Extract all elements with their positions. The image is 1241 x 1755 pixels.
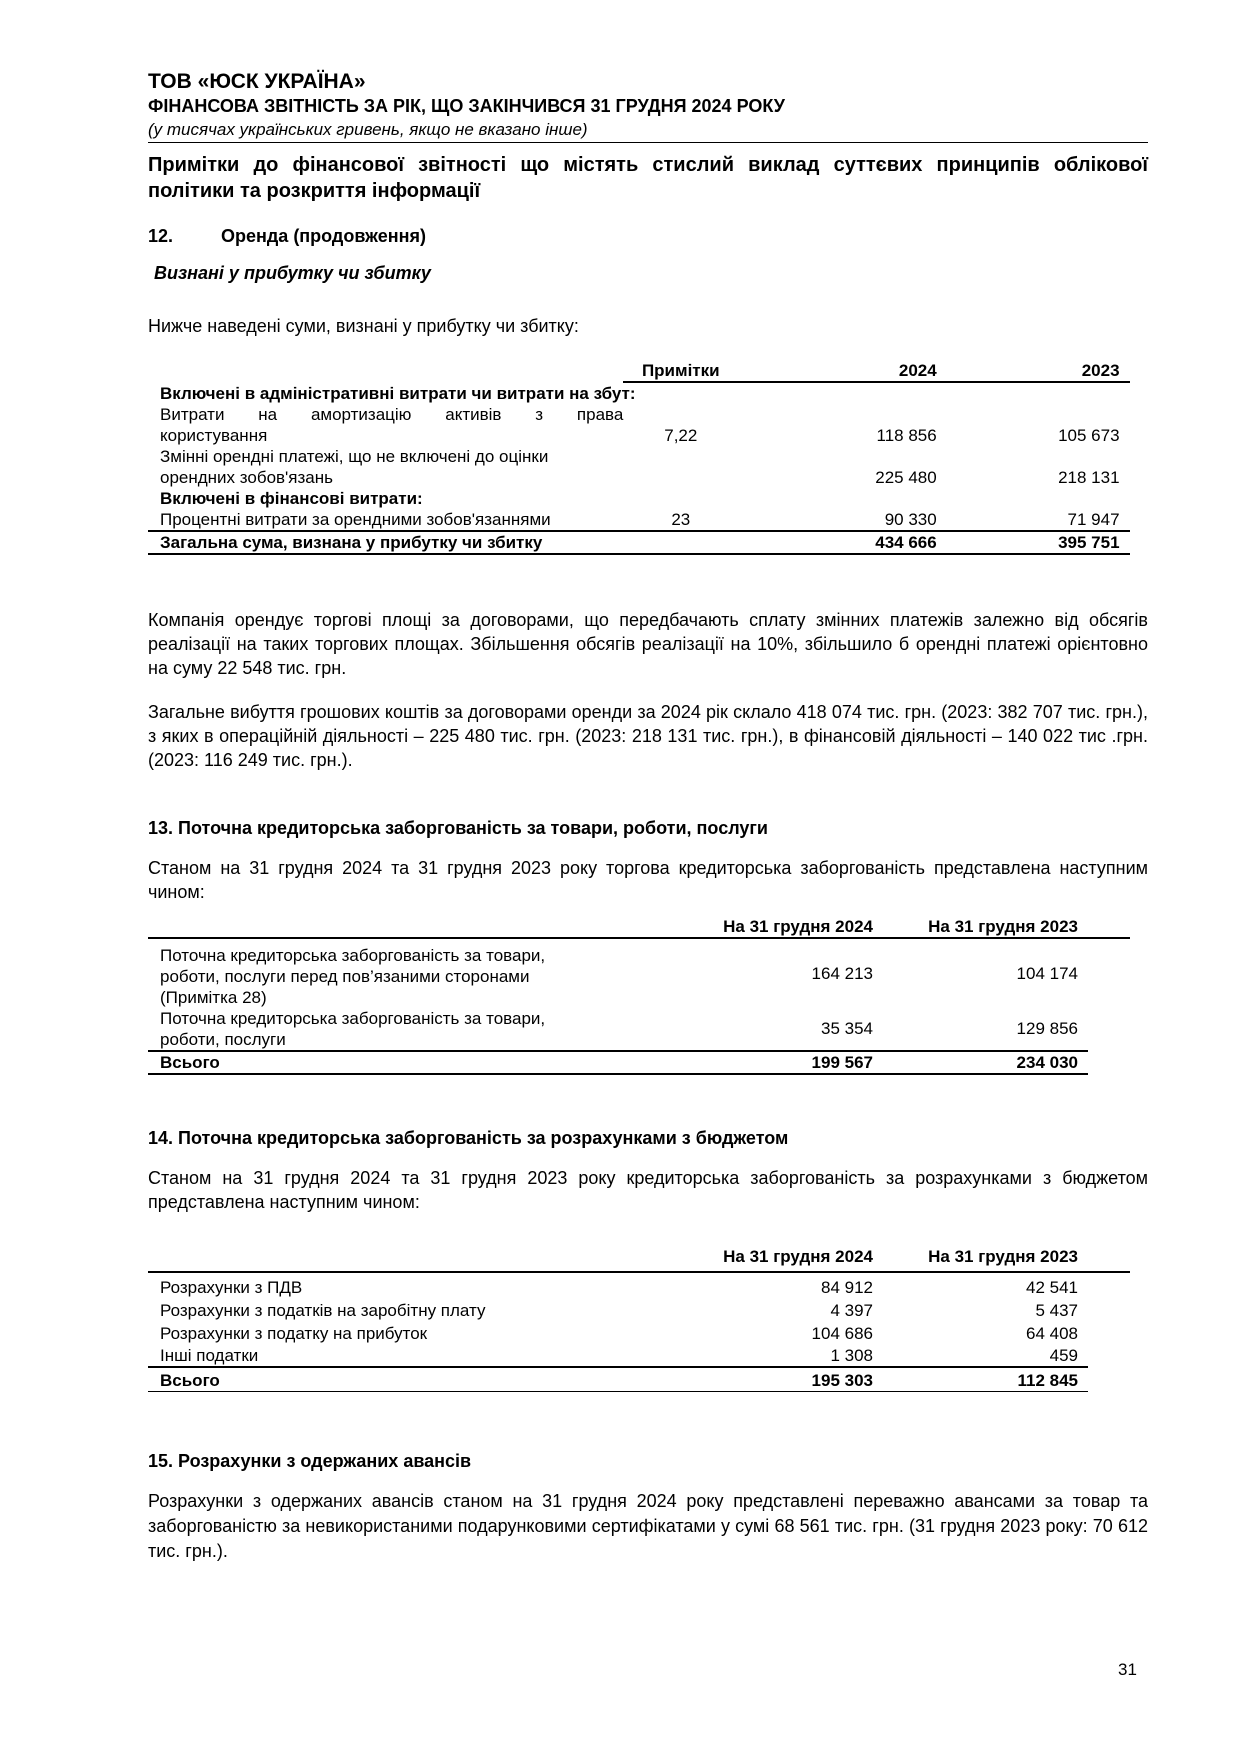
- table-row: [148, 1272, 1130, 1298]
- document-page: [148, 0, 1148, 1755]
- currency-note: (у тисячах українських гривень, якщо не вказано інше): [148, 120, 588, 139]
- row-label: Змінні орендні платежі, що не включені до оцінки: [160, 447, 549, 466]
- col-2024: На 31 грудня 2024: [603, 912, 873, 938]
- row-label: Розрахунки з податку на прибуток: [160, 1324, 428, 1343]
- table-row: [148, 509, 1130, 531]
- total-label: Всього: [148, 1367, 603, 1391]
- section-14-intro: Станом на 31 грудня 2024 та 31 грудня 2023 року кредиторська заборгованість за розрахунками з бюджетом представлена наступним чином:: [148, 1168, 1148, 1212]
- section-12-subtitle: Визнані у прибутку чи збитку: [154, 263, 431, 283]
- col-notes: Примітки: [623, 360, 738, 382]
- notes-title: Примітки до фінансової звітності що містять стислий виклад суттєвих принципів облікової політики та розкриття інформації: [148, 154, 1148, 202]
- row-2024: 90 330: [884, 510, 937, 529]
- total-row: [148, 1367, 1130, 1391]
- total-2023: 395 751: [937, 531, 1120, 554]
- row-2023: 71 947: [1067, 510, 1120, 529]
- row-label: Витрати на амортизацію активів з права: [160, 405, 624, 424]
- row-label: користування: [160, 426, 268, 445]
- row-2023: 104 174: [1016, 963, 1078, 983]
- row-2023: 64 408: [1026, 1324, 1078, 1343]
- page-number: 31: [1118, 1660, 1137, 1679]
- row-2024: 4 397: [830, 1301, 873, 1320]
- section-12-paragraph-2: Загальне вибуття грошових коштів за договорами оренди за 2024 рік склало 418 074 тис. грн. (2023: 382 707 тис. грн.), з яких в операційній діяльності – 225 480 тис. грн. (2023: 218 131 тис. грн.), в фінансовій діяльності – 140 022 тис .грн. (2023: 116 249 тис. грн.).: [148, 702, 1148, 770]
- table-row: [148, 446, 1130, 488]
- row-2024: 225 480: [875, 468, 937, 487]
- section-12-title: Оренда (продовження): [221, 226, 426, 246]
- row-label: роботи, послуги: [160, 1030, 286, 1049]
- row-2023: 218 131: [1058, 468, 1120, 487]
- group-finance-expenses: Включені в фінансові витрати:: [160, 489, 423, 508]
- row-label: Процентні витрати за орендними зобов'язаннями: [160, 510, 551, 529]
- row-label: Розрахунки з податків на заробітну плату: [160, 1301, 486, 1320]
- total-2024: 434 666: [738, 531, 936, 554]
- table-row: [148, 1321, 1130, 1344]
- header-divider: [148, 142, 1148, 143]
- row-label: (Примітка 28): [160, 988, 267, 1007]
- row-2023: 5 437: [1035, 1301, 1078, 1320]
- col-2023: 2023: [937, 360, 1120, 382]
- table-row: [148, 1344, 1130, 1367]
- row-2024: 84 912: [821, 1278, 873, 1297]
- total-row: [148, 1051, 1130, 1074]
- total-2023: 112 845: [873, 1367, 1078, 1391]
- row-note: 7,22: [664, 426, 698, 445]
- row-label: Інші податки: [160, 1346, 259, 1365]
- row-2024: 118 856: [876, 426, 937, 445]
- row-2023: 459: [1049, 1346, 1078, 1365]
- col-2024: 2024: [738, 360, 936, 382]
- row-label: орендних зобов'язань: [160, 468, 334, 487]
- trade-payables-table: [148, 912, 1130, 1075]
- total-label: Загальна сума, визнана у прибутку чи збитку: [148, 531, 623, 554]
- group-admin-expenses: Включені в адміністративні витрати чи витрати на збут:: [160, 384, 636, 403]
- section-13-title: 13. Поточна кредиторська заборгованість за товари, роботи, послуги: [148, 818, 768, 838]
- section-13-intro: Станом на 31 грудня 2024 та 31 грудня 2023 року торгова кредиторська заборгованість представлена наступним чином:: [148, 858, 1148, 902]
- budget-payables-table: [148, 1242, 1130, 1392]
- row-2024: 1 308: [830, 1346, 873, 1365]
- company-name: ТОВ «ЮСК УКРАЇНА»: [148, 70, 366, 93]
- section-12-intro: Нижче наведені суми, визнані у прибутку чи збитку:: [148, 316, 579, 336]
- total-2024: 195 303: [603, 1367, 873, 1391]
- row-label: Поточна кредиторська заборгованість за товари,: [160, 1009, 546, 1028]
- total-2023: 234 030: [873, 1051, 1078, 1074]
- row-2024: 164 213: [811, 963, 873, 983]
- row-label: Поточна кредиторська заборгованість за товари,: [160, 946, 546, 965]
- table-row: [148, 404, 1130, 446]
- table-row: [148, 1008, 1130, 1051]
- total-label: Всього: [148, 1051, 603, 1074]
- row-note: 23: [671, 510, 691, 529]
- col-2023: На 31 грудня 2023: [873, 912, 1078, 938]
- total-2024: 199 567: [603, 1051, 873, 1074]
- section-12-number: 12.: [148, 226, 174, 246]
- table-row: [148, 938, 1130, 1008]
- section-12-paragraph-1: Компанія орендує торгові площі за договорами, що передбачають сплату змінних платежів залежно від обсягів реалізації на таких торгових площах. Збільшення обсягів реалізації на 10%, збільшило б орендні платежі орієнтовно на суму 22 548 тис. грн.: [148, 610, 1148, 678]
- row-label: Розрахунки з ПДВ: [160, 1278, 303, 1297]
- section-14-title: 14. Поточна кредиторська заборгованість за розрахунками з бюджетом: [148, 1128, 789, 1148]
- row-label: роботи, послуги перед пов’язаними сторонами: [160, 967, 530, 986]
- row-2023: 42 541: [1026, 1278, 1078, 1297]
- table-row: [148, 1298, 1130, 1321]
- row-2023: 129 856: [1016, 1019, 1078, 1038]
- lease-pl-table: [148, 360, 1130, 555]
- report-title: ФІНАНСОВА ЗВІТНІСТЬ ЗА РІК, ЩО ЗАКІНЧИВСЯ 31 ГРУДНЯ 2024 РОКУ: [148, 96, 785, 116]
- section-15-title: 15. Розрахунки з одержаних авансів: [148, 1451, 472, 1471]
- row-2024: 35 354: [821, 1019, 873, 1038]
- col-2023: На 31 грудня 2023: [873, 1242, 1078, 1272]
- col-2024: На 31 грудня 2024: [603, 1242, 873, 1272]
- total-row: [148, 531, 1130, 554]
- row-2024: 104 686: [811, 1324, 873, 1343]
- section-15-text: Розрахунки з одержаних авансів станом на 31 грудня 2024 року представлені переважно авансами за товар та заборгованістю за невикористаними подарунковими сертифікатами у сумі 68 561 тис. грн. (31 грудня 2023 року: 70 612 тис. грн.).: [148, 1491, 1148, 1561]
- row-2023: 105 673: [1058, 426, 1120, 445]
